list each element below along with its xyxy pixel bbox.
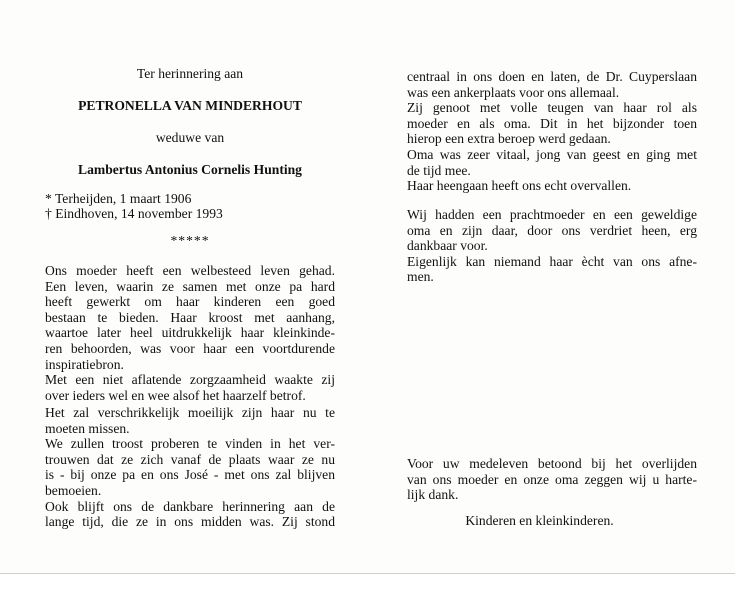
text-line: waartoe later heel uitdrukkelijk haar kleinkinde-: [45, 325, 335, 341]
text-line: oma en zijn daar, door ons verdriet heen, erg: [407, 222, 697, 238]
paragraph-centre: [407, 69, 697, 194]
text-line: Ons moeder heeft een welbesteed leven gehad.: [45, 263, 335, 278]
paragraph-gratitude: [407, 207, 697, 285]
text-line: centraal in ons doen en laten, de Dr. Cuyperslaan: [407, 69, 697, 84]
text-line: Wij hadden een prachtmoeder en een geweldige: [407, 207, 697, 222]
text-line: van ons moeder en onze oma zeggen wij u harte-: [407, 471, 697, 487]
widow-of-text: weduwe van: [155, 130, 225, 145]
paragraph-life: [45, 263, 335, 403]
text-line: Oma was zeer vitaal, jong van geest en ging met: [407, 146, 697, 162]
text-line: moeten missen.: [45, 420, 130, 436]
text-line: bestaan te bieden. Haar kroost met aanhang,: [45, 309, 335, 325]
divider-stars: *****: [170, 233, 210, 248]
text-line: lange tijd, die ze in ons midden was. Zij stond: [45, 514, 335, 530]
death-line: † Eindhoven, 14 november 1993: [45, 206, 223, 221]
text-line: Het zal verschrikkelijk moeilijk zijn haar nu te: [45, 405, 335, 420]
text-line: Een leven, waarin ze samen met onze pa hard: [45, 278, 335, 294]
spouse-name: Lambertus Antonius Cornelis Hunting: [78, 162, 302, 177]
deceased-name: PETRONELLA VAN MINDERHOUT: [78, 98, 302, 113]
text-line: was een ankerplaats voor ons allemaal.: [407, 84, 620, 100]
text-line: inspiratiebron.: [45, 356, 124, 372]
text-line: Voor uw medeleven betoond bij het overlijden: [407, 456, 697, 471]
text-line: trouwen dat ze zich vanaf de plaats waar ze nu: [45, 451, 335, 467]
paragraph-missing: [45, 405, 335, 530]
text-line: heeft gewerkt om haar kinderen een goed: [45, 294, 335, 310]
scan-bottom-edge: [0, 573, 735, 589]
text-line: bemoeien.: [45, 482, 102, 498]
text-line: dankbaar voor.: [407, 238, 488, 254]
text-line: Met een niet aflatende zorgzaamheid waakte zij: [45, 372, 335, 388]
text-line: hierop een extra beroep werd gedaan.: [407, 131, 611, 147]
text-line: Eigenlijk kan niemand haar ècht van ons afne-: [407, 253, 697, 269]
intro-text: Ter herinnering aan: [136, 66, 244, 81]
paragraph-thanks: [407, 456, 697, 503]
text-line: Ook blijft ons de dankbare herinnering aan de: [45, 498, 335, 514]
text-line: over ieders wel en wee alsof het haarzelf betrof.: [45, 387, 306, 403]
birth-line: * Terheijden, 1 maart 1906: [45, 191, 192, 206]
text-line: We zullen troost proberen te vinden in het ver-: [45, 436, 335, 452]
text-line: men.: [407, 269, 434, 285]
text-line: ren behoorden, was voor haar een voortdurende: [45, 340, 335, 356]
text-line: de tijd mee.: [407, 162, 471, 178]
signature: Kinderen en kleinkinderen.: [465, 513, 614, 528]
text-line: Zij genoot met volle teugen van haar rol als: [407, 100, 697, 116]
text-line: lijk dank.: [407, 487, 459, 503]
text-line: is - bij onze pa en ons José - met ons zal blijven: [45, 467, 335, 483]
text-line: Haar heengaan heeft ons echt overvallen.: [407, 178, 632, 194]
text-line: moeder en als oma. Dit in het bijzonder toen: [407, 115, 697, 131]
